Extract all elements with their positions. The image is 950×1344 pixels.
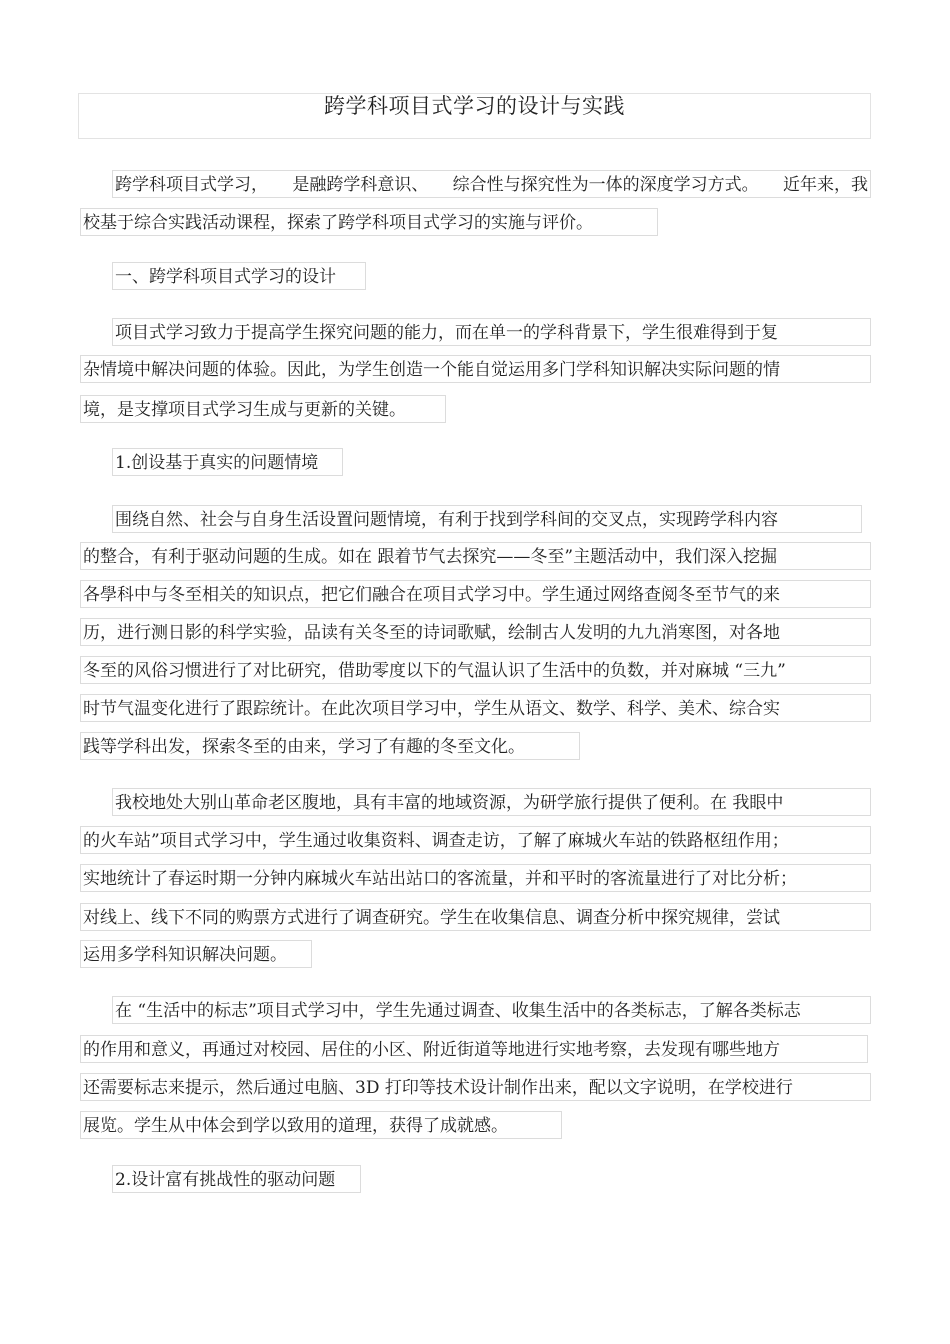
intro-line-1 (112, 170, 871, 198)
para2-line: 时节气温变化进行了跟踪统计。在此次项目学习中，学生从语文、数学、科学、美术、综合实 (80, 694, 871, 722)
para3-line: 实地统计了春运时期一分钟内麻城火车站出站口的客流量，并和平时的客流量进行了对比分析； (80, 864, 871, 892)
intro-part: 综合性与探究性为一体的深度学习方式。 (452, 175, 759, 195)
para1-line: 杂情境中解决问题的体验。因此，为学生创造一个能自觉运用多门学科知识解决实际问题的情 (80, 355, 871, 383)
document-title: 跨学科项目式学习的设计与实践 (324, 94, 625, 118)
para4-line: 在 “生活中的标志”项目式学习中，学生先通过调查、收集生活中的各类标志，了解各类标志 (112, 996, 871, 1024)
para2-line: 冬至的风俗习惯进行了对比研究，借助零度以下的气温认识了生活中的负数，并对麻城 “三九” (80, 656, 871, 684)
para3-line: 运用多学科知识解决问题。 (80, 940, 312, 968)
subheading-2: 2.设计富有挑战性的驱动问题 (112, 1165, 361, 1193)
intro-line-2: 校基于综合实践活动课程，探索了跨学科项目式学习的实施与评价。 (80, 208, 658, 236)
intro-part: 是融跨学科意识、 (292, 175, 429, 195)
subheading-1: 1.创设基于真实的问题情境 (112, 448, 343, 476)
intro-part: 近年来，我 (782, 175, 868, 195)
para4-line: 展览。学生从中体会到学以致用的道理，获得了成就感。 (80, 1111, 562, 1139)
intro-part: 跨学科项目式学习， (115, 175, 268, 195)
para2-line: 历，进行测日影的科学实验，品读有关冬至的诗词歌赋，绘制古人发明的九九消寒图，对各地 (80, 618, 871, 646)
para2-line: 践等学科出发，探索冬至的由来，学习了有趣的冬至文化。 (80, 732, 580, 760)
para1-line: 项目式学习致力于提高学生探究问题的能力，而在单一的学科背景下，学生很难得到于复 (112, 318, 871, 346)
para3-line: 的火车站”项目式学习中，学生通过收集资料、调查走访，了解了麻城火车站的铁路枢纽作用； (80, 826, 871, 854)
para3-line: 我校地处大别山革命老区腹地，具有丰富的地域资源，为研学旅行提供了便利。在 我眼中 (112, 788, 871, 816)
section-heading-1: 一、跨学科项目式学习的设计 (112, 262, 366, 290)
para2-line: 围绕自然、社会与自身生活设置问题情境，有利于找到学科间的交叉点，实现跨学科内容 (112, 505, 862, 533)
para2-line: 各學科中与冬至相关的知识点，把它们融合在项目式学习中。学生通过网络查阅冬至节气的来 (80, 580, 871, 608)
title-box (78, 93, 871, 139)
para4-line: 还需要标志来提示，然后通过电脑、3D 打印等技术设计制作出来，配以文字说明，在学校进行 (80, 1073, 871, 1101)
para4-line: 的作用和意义，再通过对校园、居住的小区、附近街道等地进行实地考察，去发现有哪些地方 (80, 1035, 868, 1063)
para1-line: 境，是支撑项目式学习生成与更新的关键。 (80, 395, 446, 423)
para3-line: 对线上、线下不同的购票方式进行了调查研究。学生在收集信息、调查分析中探究规律，尝试 (80, 903, 871, 931)
para2-line: 的整合，有利于驱动问题的生成。如在 跟着节气去探究——冬至”主题活动中，我们深入挖掘 (80, 542, 871, 570)
